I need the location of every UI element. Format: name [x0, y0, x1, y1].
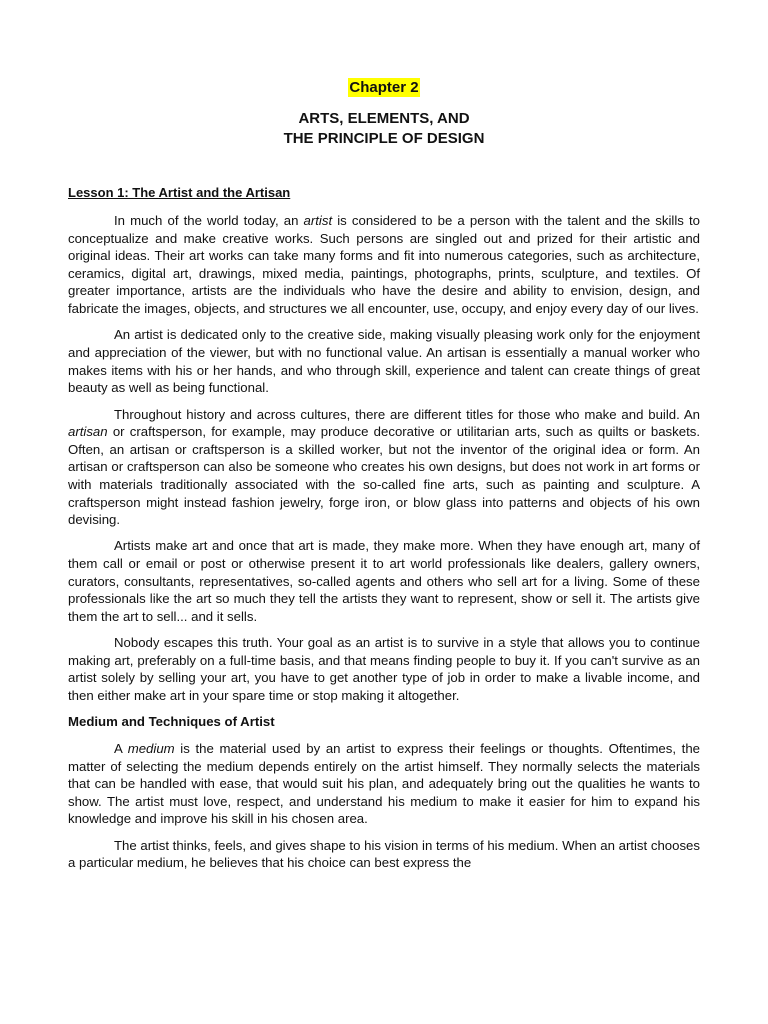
paragraph-7: The artist thinks, feels, and gives shape to his vision in terms of his medium. When an artist chooses a particular medium, he believes that his choice can best express the — [68, 837, 700, 871]
chapter-label: Chapter 2 — [349, 79, 419, 96]
term-artist: artist — [303, 213, 333, 228]
section-heading: Medium and Techniques of Artist — [68, 714, 275, 730]
chapter-heading — [68, 78, 700, 97]
paragraph-2: An artist is dedicated only to the creative side, making visually pleasing work only for the enjoyment and appreciation of the viewer, but with no functional value. An artisan is essentially a manual worker who makes items with his or her hands, and who through skill, experience and talent can create things of great beauty as well as being functional. — [68, 327, 700, 396]
paragraph-5: Nobody escapes this truth. Your goal as an artist is to survive in a style that allows you to continue making art, preferably on a full-time basis, and that means finding people to buy it. If you can't survive as an artist solely by selling your art, you have to get another type of job in order to make a livable income, and then either make art in your spare time or stop making it altogether. — [68, 635, 700, 704]
lesson-heading: Lesson 1: The Artist and the Artisan — [68, 185, 291, 200]
term-artisan: artisan — [68, 424, 108, 440]
paragraph-6: A medium is the material used by an artist to express their feelings or thoughts. Oftentimes, the matter of selecting the medium depends entirely on the artist himself. They normally selects the materials that can be handled with ease, that would suit his plan, and adequately bring out the qualities he wants to show. The artist must love, respect, and understand his medium to make it easier for him to expand his knowledge and improve his skill in his chosen area. — [68, 741, 701, 827]
paragraph-3: Throughout history and across cultures, there are different titles for those who make and build. An artisan or craftsperson, for example, may produce decorative or utilitarian arts, such as quilts or baskets. Often, an artisan or craftsperson is a skilled worker, but not the inventor of the original idea or form. An artisan or craftsperson can also be someone who creates his own designs, but does not work in art forms or with materials traditionally associated with the so-called fine arts, such as painting and sculpture. A craftsperson might instead fashion jewelry, forge iron, or blow glass into patterns and objects of his own devising. — [68, 406, 700, 528]
chapter-title-line-2: THE PRINCIPLE OF DESIGN — [283, 129, 485, 147]
paragraph-4: Artists make art and once that art is made, they make more. When they have enough art, many of them call or email or post or otherwise present it to art world professionals like dealers, gallery owners, curators, consultants, representatives, so-called agents and others who sell art for a living. Some of these professionals like the art so much they tell the artists they want to represent, show or sell it. The artists give them the art to sell... and it sells. — [68, 538, 700, 624]
term-medium: medium — [127, 741, 175, 757]
chapter-title — [68, 109, 700, 148]
document-body — [68, 212, 700, 881]
chapter-title-line-1: ARTS, ELEMENTS, AND — [298, 110, 470, 127]
paragraph-1: In much of the world today, an artist is considered to be a person with the talent and the skills to conceptualize and make creative works. Such persons are singled out and prized for their artistic and original ideas. Their art works can take many forms and fit into numerous categories, such as architecture, ceramics, digital art, drawings, mixed media, paintings, photographs, prints, sculpture, and textiles. Of greater importance, artists are the individuals who have the desire and ability to envision, design, and fabricate the images, objects, and structures we all encounter, use, occupy, and enjoy every day of our lives. — [68, 213, 700, 316]
